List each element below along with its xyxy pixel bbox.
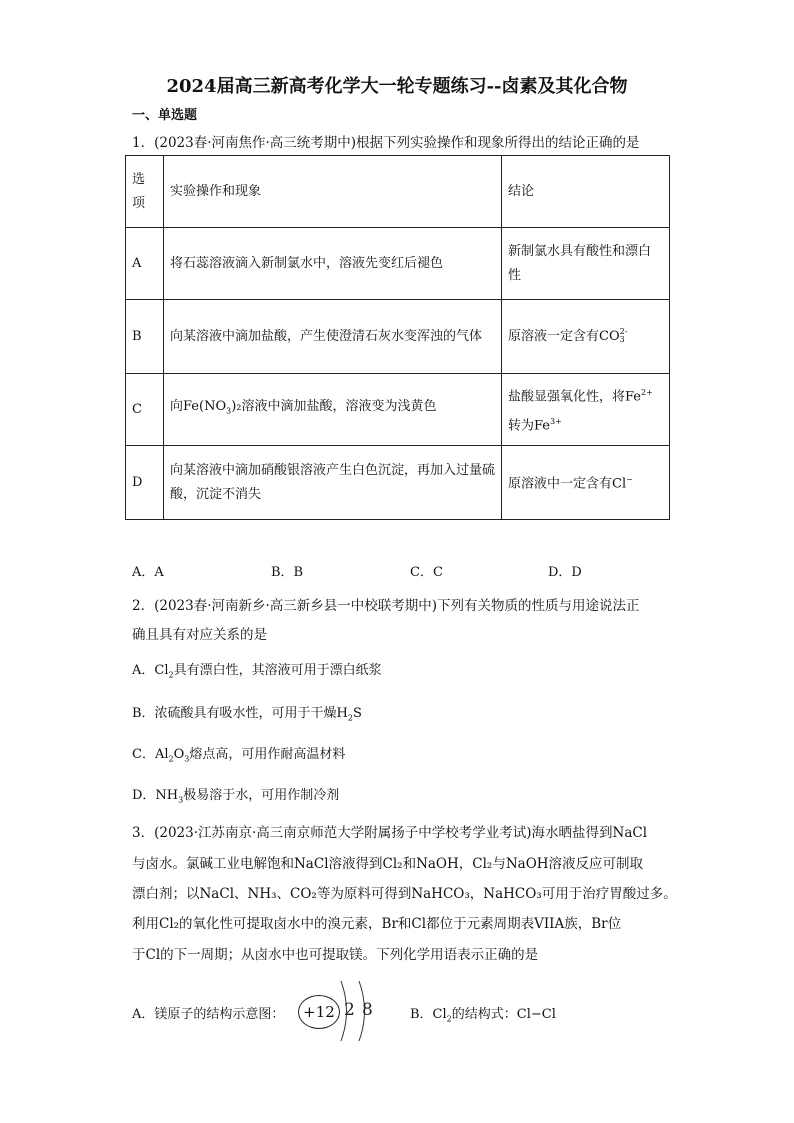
- row-operation: 向$Fe(NO_3)_2$溶液中滴加盐酸，溶液变为浅黄色: [164, 374, 502, 446]
- shell-electron-count-1: 2: [344, 1000, 355, 1020]
- row-key: B: [126, 300, 164, 374]
- q3-stem-line4: 利用Cl₂的氧化性可提取卤水中的溴元素，Br和Cl都位于元素周期表VIIA族，Br位: [132, 916, 622, 932]
- row-conclusion: 原溶液一定含有CO2- 3: [502, 300, 670, 374]
- q3-stem-line3: 漂白剂；以NaCl、NH₃、CO₂等为原料可得到NaHCO₃，NaHCO₃可用于治疗胃酸过多。: [132, 886, 677, 902]
- row-operation: 将石蕊溶液滴入新制氯水中，溶液先变红后褪色: [164, 228, 502, 300]
- q2-stem-line2: 确且具有对应关系的是: [132, 627, 267, 643]
- header-conclusion: 结论: [502, 156, 670, 228]
- q3-option-a[interactable]: A．镁原子的结构示意图：: [132, 1007, 285, 1022]
- row-key: A: [126, 228, 164, 300]
- row-key: C: [126, 374, 164, 446]
- row-conclusion: 盐酸显强氧化性，将$Fe^{2+}$ 转为$Fe^{3+}$: [502, 374, 670, 446]
- q3-stem-line2: 与卤水。氯碱工业电解饱和NaCl溶液得到Cl₂和NaOH，Cl₂与NaOH溶液反应可制取: [132, 856, 644, 872]
- q1-option-c[interactable]: C．C: [410, 565, 443, 580]
- q3-stem-line5: 于Cl的下一周期；从卤水中也可提取镁。下列化学用语表示正确的是: [132, 947, 539, 963]
- table-header-row: [126, 156, 670, 228]
- page-title: 2024届高三新高考化学大一轮专题练习--卤素及其化合物: [166, 76, 628, 97]
- section-heading: 一、单选题: [132, 108, 198, 123]
- q2-option-c[interactable]: C．$Al_2O_3$熔点高，可用作耐高温材料: [132, 747, 346, 764]
- q2-option-a[interactable]: A．$Cl_2$具有漂白性，其溶液可用于漂白纸浆: [132, 663, 382, 680]
- row-operation: 向某溶液中滴加盐酸，产生使澄清石灰水变浑浊的气体: [164, 300, 502, 374]
- row-key: D: [126, 446, 164, 520]
- row-operation: 向某溶液中滴加硝酸银溶液产生白色沉淀，再加入过量硫酸，沉淀不消失: [164, 446, 502, 520]
- q1-option-a[interactable]: A．A: [132, 565, 164, 580]
- q2-option-d[interactable]: D．$NH_3$极易溶于水，可用作制冷剂: [132, 788, 340, 805]
- q1-table: [125, 155, 670, 520]
- table-row: [126, 374, 670, 446]
- q3-option-b[interactable]: B．$Cl_2$的结构式：Cl−Cl: [410, 1007, 556, 1024]
- row-conclusion: 新制氯水具有酸性和漂白性: [502, 228, 670, 300]
- q1-option-d[interactable]: D．D: [548, 565, 582, 580]
- nucleus-circle: +12: [298, 995, 340, 1029]
- q3-stem-line1: 3．(2023·江苏南京·高三南京师范大学附属扬子中学校考学业考试)海水晒盐得到NaCl: [132, 825, 648, 841]
- q1-stem: 1．(2023春·河南焦作·高三统考期中)根据下列实验操作和现象所得出的结论正确的是: [132, 135, 640, 151]
- row-conclusion: 原溶液中一定含有Cl−: [502, 446, 670, 520]
- q1-option-b[interactable]: B．B: [271, 565, 304, 580]
- table-row: [126, 228, 670, 300]
- q2-option-b[interactable]: B．浓硫酸具有吸水性，可用于干燥$H_2S$: [132, 706, 362, 723]
- table-row: [126, 446, 670, 520]
- header-operation: 实验操作和现象: [164, 156, 502, 228]
- shell-electron-count-2: 8: [362, 1000, 373, 1020]
- header-option: 选项: [126, 156, 164, 228]
- table-row: [126, 300, 670, 374]
- q2-stem-line1: 2．(2023春·河南新乡·高三新乡县一中校联考期中)下列有关物质的性质与用途说法正: [132, 598, 640, 614]
